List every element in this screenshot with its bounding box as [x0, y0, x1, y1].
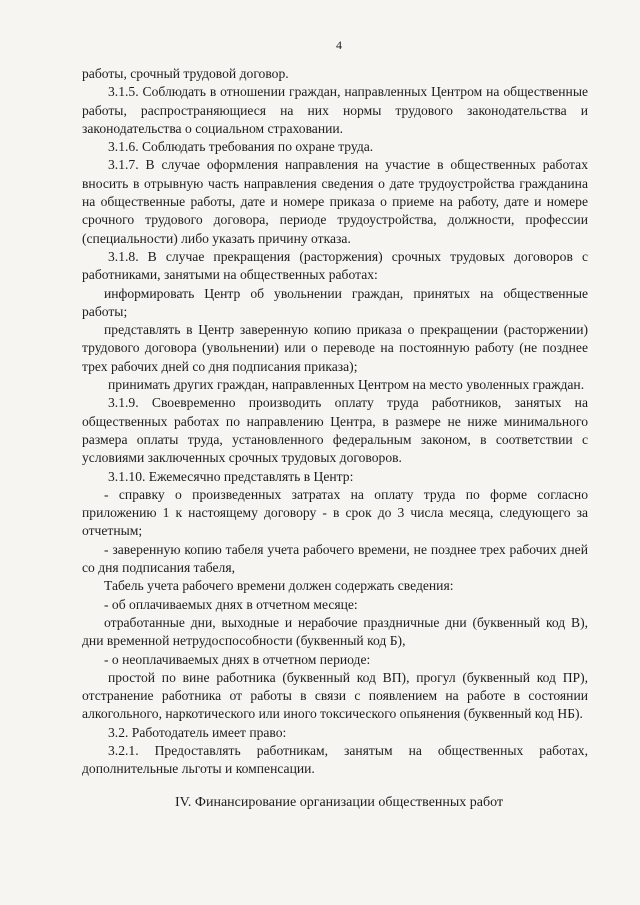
timesheet-paid-days-detail: отработанные дни, выходные и нерабочие праздничные дни (буквенный код В), дни временной нетрудоспособности (буквенный код Б),	[82, 614, 588, 649]
clause-3-1-8-item-hire-others: принимать других граждан, направленных Центром на место уволенных граждан.	[108, 377, 585, 393]
timesheet-unpaid-days: - о неоплачиваемых днях в отчетном периоде:	[104, 651, 371, 667]
clause-3-1-9: 3.1.9. Своевременно производить оплату труда работников, занятых на общественных работах по направлению Центра, в размере не ниже минимального размера оплаты труда, установленного федеральным законом, в соответствии с условиями заключенных срочных трудовых договоров.	[82, 395, 588, 466]
timesheet-requirements: Табель учета рабочего времени должен содержать сведения:	[104, 578, 454, 594]
clause-3-2-1: 3.2.1. Предоставлять работникам, занятым на общественных работах, дополнительные льготы и компенсации.	[82, 742, 588, 777]
clause-3-1-8-item-inform: информировать Центр об увольнении граждан, принятых на общественные работы;	[82, 285, 588, 319]
timesheet-unpaid-days-detail: простой по вине работника (буквенный код ВП), прогул (буквенный код ПР), отстранение работника от работы в связи с появлением на работе в состоянии алкогольного, наркотического или иного токсического опьянения (буквенный код НБ).	[82, 669, 588, 722]
clause-3-1-8: 3.1.8. В случае прекращения (расторжения) срочных трудовых договоров с работниками, занятыми на общественных работах:	[82, 248, 588, 283]
clause-3-1-8-item-submit-copy: представлять в Центр заверенную копию приказа о прекращении (расторжении) трудового договора (увольнении) или о переводе на постоянную работу (не позднее трех рабочих дней со дня подписания приказа);	[82, 322, 588, 374]
timesheet-paid-days: - об оплачиваемых днях в отчетном месяце:	[104, 596, 358, 612]
clause-3-1-10: 3.1.10. Ежемесячно представлять в Центр:	[108, 468, 354, 484]
clause-3-2: 3.2. Работодатель имеет право:	[108, 724, 287, 740]
page-number: 4	[336, 38, 342, 52]
clause-3-1-6: 3.1.6. Соблюдать требования по охране труда.	[108, 139, 374, 155]
section-heading: IV. Финансирование организации общественных работ	[174, 794, 504, 810]
clause-3-1-10-item-certificate: - справку о произведенных затратах на оплату труда по форме согласно приложению 1 к настоящему договору - в срок до 3 числа месяца, следующего за отчетным;	[82, 486, 588, 539]
clause-3-1-5: 3.1.5. Соблюдать в отношении граждан, направленных Центром на общественные работы, распространяющиеся на них нормы трудового законодательства и законодательства о социальном страховании.	[82, 84, 588, 136]
clause-3-1-7: 3.1.7. В случае оформления направления на участие в общественных работах вносить в отрывную часть направления сведения о дате трудоустройства гражданина на общественные работы, дате и номере приказа о приеме на работу, дате и номере срочного трудового договора, периоде трудоустройства, должности, профессии (специальности) либо указать причину отказа.	[82, 157, 588, 246]
clause-3-1-10-item-timesheet: - заверенную копию табеля учета рабочего времени, не позднее трех рабочих дней со дня подписания табеля,	[82, 541, 588, 576]
paragraph-continuation: работы, срочный трудовой договор.	[82, 66, 289, 81]
